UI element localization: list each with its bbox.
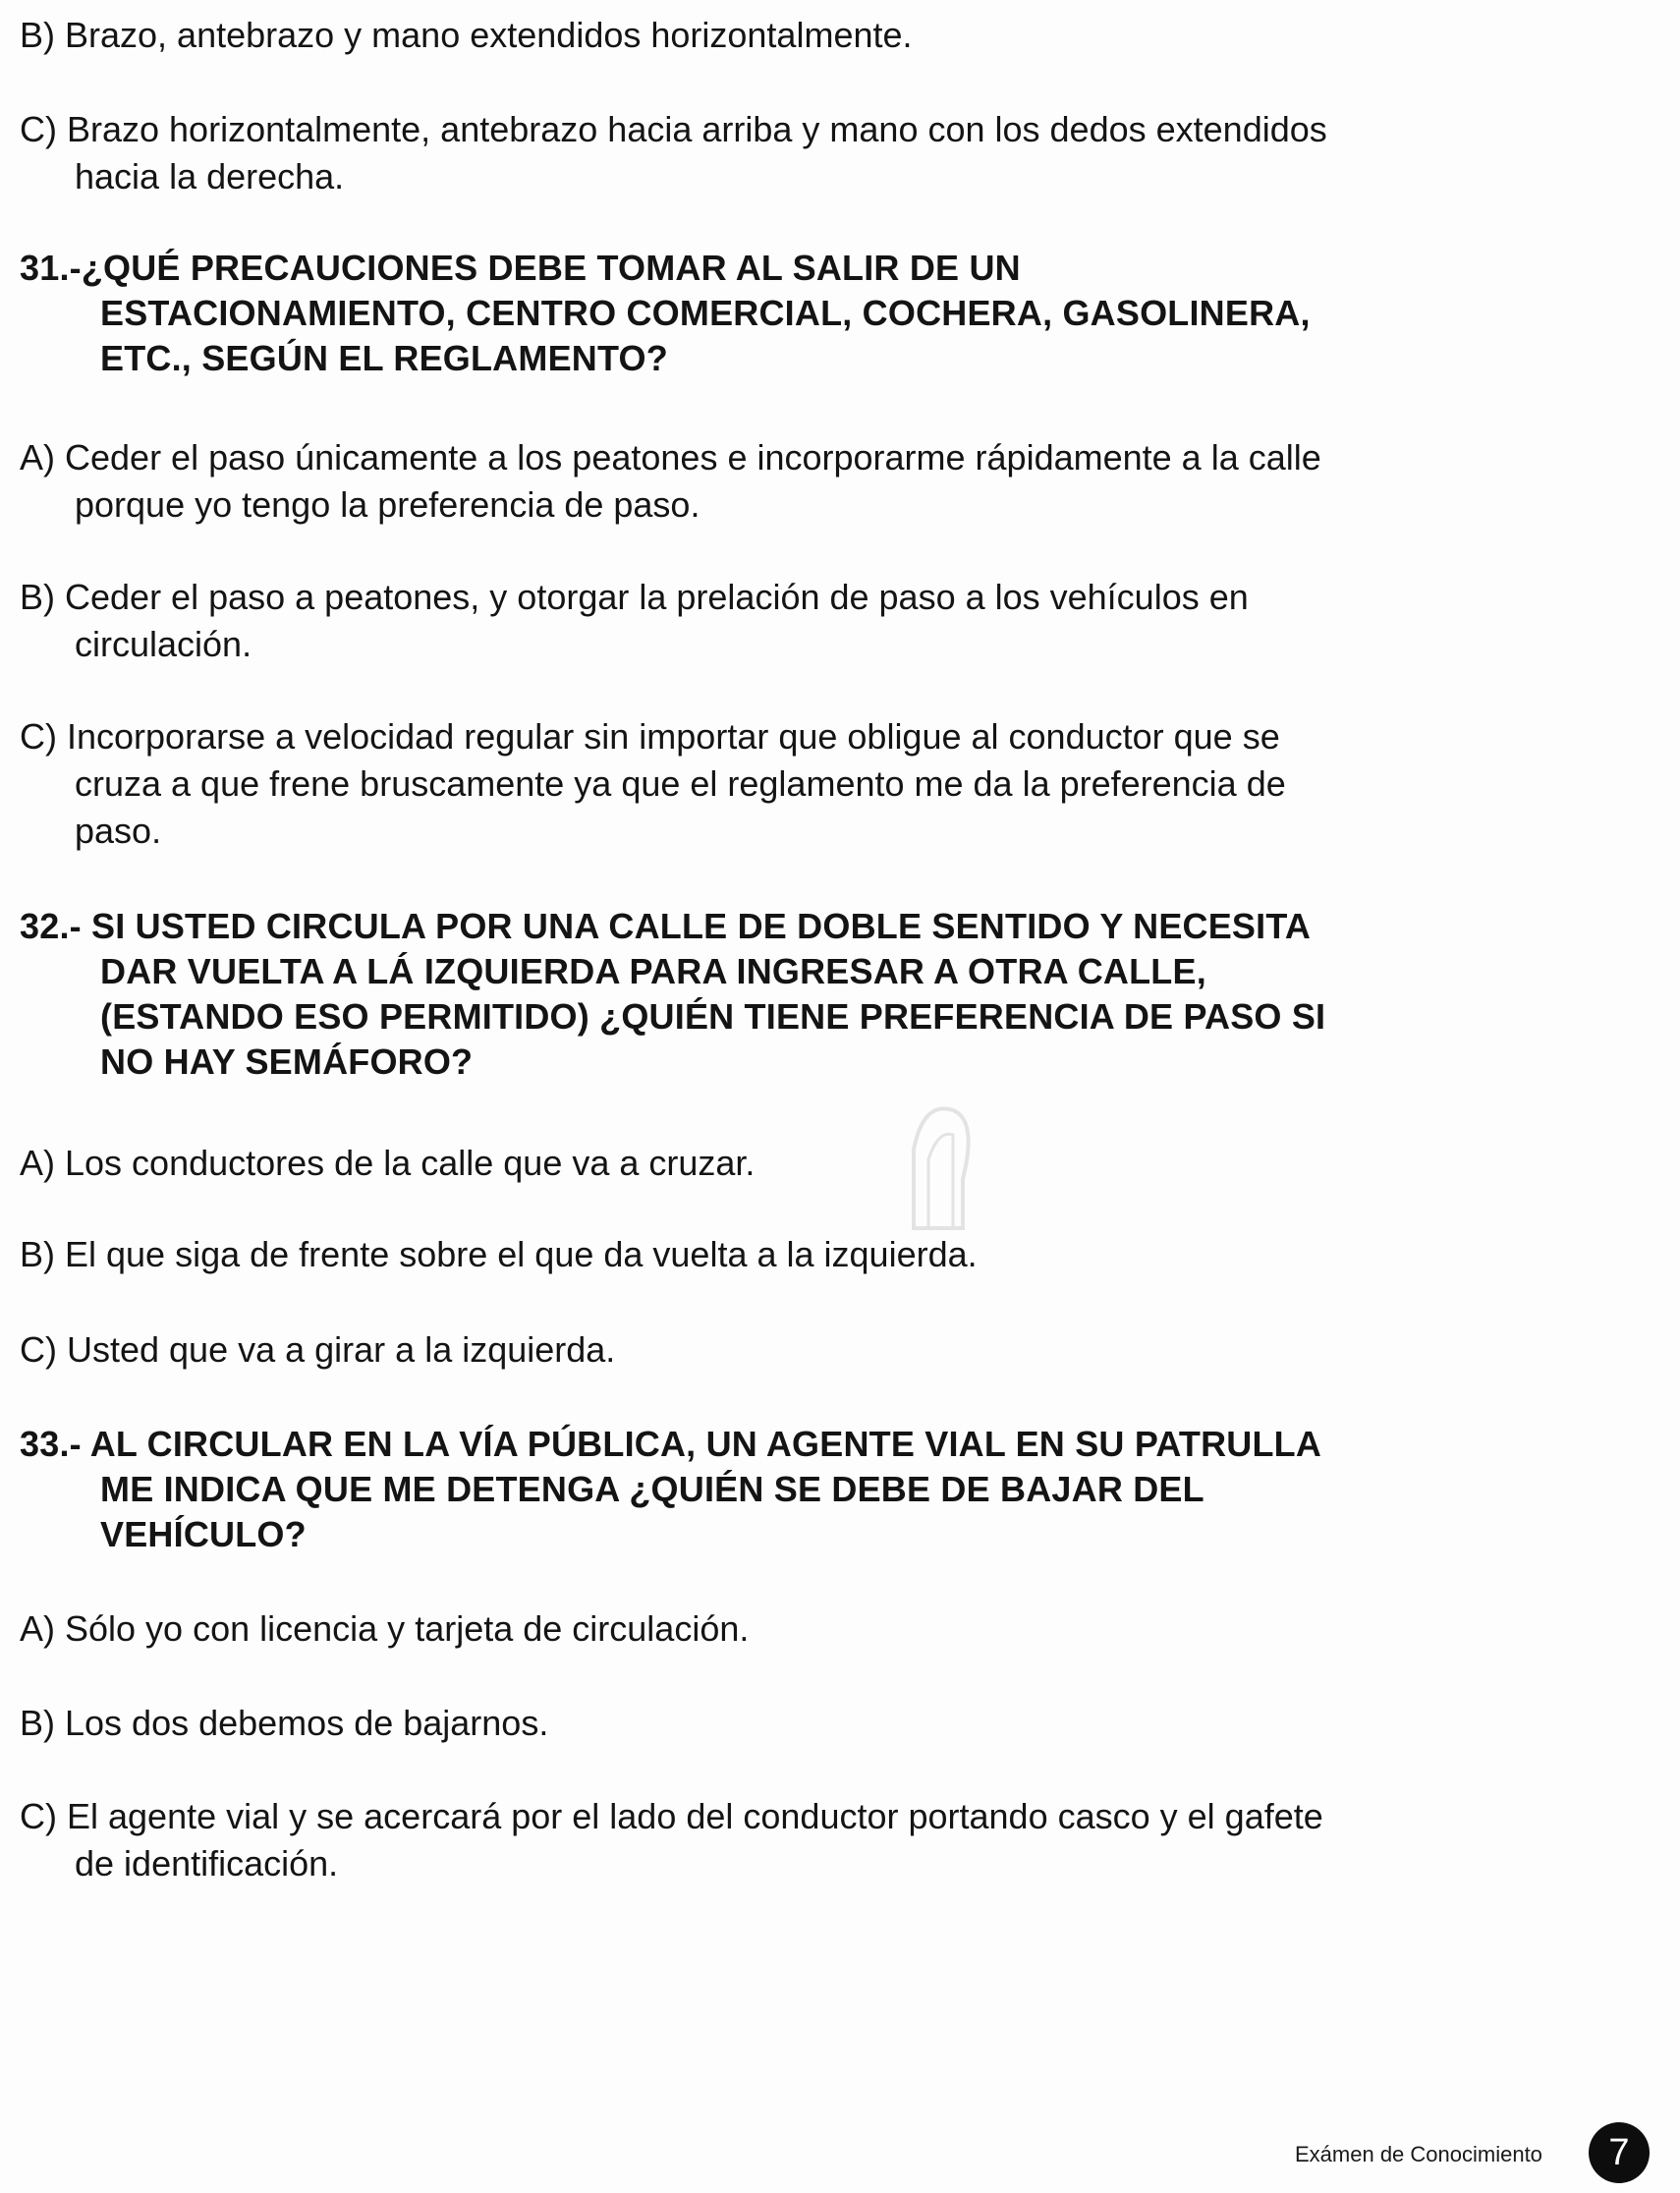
question-line: NO HAY SEMÁFORO? [100, 1041, 474, 1082]
option-text: C) El agente vial y se acercará por el lado del conductor portando casco y el gafete [20, 1796, 1323, 1836]
option-text: C) Incorporarse a velocidad regular sin importar que obligue al conductor que se [20, 716, 1280, 757]
option-text: B) Brazo, antebrazo y mano extendidos horizontalmente. [20, 15, 913, 55]
question-line: 31.-¿QUÉ PRECAUCIONES DEBE TOMAR AL SALIR DE UN [20, 248, 1021, 288]
question-31-option-a [20, 434, 1601, 529]
page-number-badge: 7 [1589, 2122, 1650, 2183]
option-text: A) Los conductores de la calle que va a cruzar. [20, 1143, 756, 1183]
question-31-heading [20, 246, 1611, 381]
prev-question-option-b [20, 12, 1601, 59]
option-text: A) Ceder el paso únicamente a los peatones e incorporarme rápidamente a la calle [20, 437, 1321, 478]
question-31-option-c [20, 713, 1601, 855]
question-line: ME INDICA QUE ME DETENGA ¿QUIÉN SE DEBE DE BAJAR DEL [100, 1469, 1204, 1509]
question-31-option-b [20, 574, 1601, 668]
question-line: 32.- SI USTED CIRCULA POR UNA CALLE DE DOBLE SENTIDO Y NECESITA [20, 906, 1312, 946]
option-text-continued: circulación. [75, 624, 252, 664]
question-line: (ESTANDO ESO PERMITIDO) ¿QUIÉN TIENE PREFERENCIA DE PASO SI [100, 996, 1326, 1037]
option-text-continued: cruza a que frene bruscamente ya que el reglamento me da la preferencia de [75, 763, 1286, 804]
question-line: DAR VUELTA A LÁ IZQUIERDA PARA INGRESAR A OTRA CALLE, [100, 951, 1206, 991]
option-text-continued: de identificación. [75, 1843, 339, 1884]
question-33-option-c [20, 1793, 1601, 1887]
option-text-continued: hacia la derecha. [75, 156, 345, 197]
option-text: C) Brazo horizontalmente, antebrazo hacia arriba y mano con los dedos extendidos [20, 109, 1327, 149]
option-text: B) El que siga de frente sobre el que da vuelta a la izquierda. [20, 1234, 978, 1274]
question-33-option-a [20, 1605, 1601, 1653]
question-33-heading [20, 1422, 1611, 1557]
question-32-option-b [20, 1231, 1601, 1278]
question-32-option-c [20, 1326, 1601, 1374]
question-33-option-b [20, 1700, 1601, 1747]
option-text: B) Los dos debemos de bajarnos. [20, 1703, 549, 1743]
option-text-continued: porque yo tengo la preferencia de paso. [75, 484, 700, 525]
option-text-continued: paso. [75, 811, 162, 851]
question-32-heading [20, 904, 1611, 1085]
question-line: ETC., SEGÚN EL REGLAMENTO? [100, 338, 668, 378]
option-text: C) Usted que va a girar a la izquierda. [20, 1329, 616, 1370]
option-text: A) Sólo yo con licencia y tarjeta de circulación. [20, 1608, 750, 1649]
option-text: B) Ceder el paso a peatones, y otorgar la prelación de paso a los vehículos en [20, 577, 1249, 617]
question-line: 33.- AL CIRCULAR EN LA VÍA PÚBLICA, UN AGENTE VIAL EN SU PATRULLA [20, 1424, 1322, 1464]
question-32-option-a [20, 1140, 1601, 1187]
question-line: VEHÍCULO? [100, 1514, 307, 1554]
question-line: ESTACIONAMIENTO, CENTRO COMERCIAL, COCHERA, GASOLINERA, [100, 293, 1311, 333]
footer-label: Exámen de Conocimiento [1295, 2142, 1542, 2166]
prev-question-option-c [20, 106, 1601, 200]
